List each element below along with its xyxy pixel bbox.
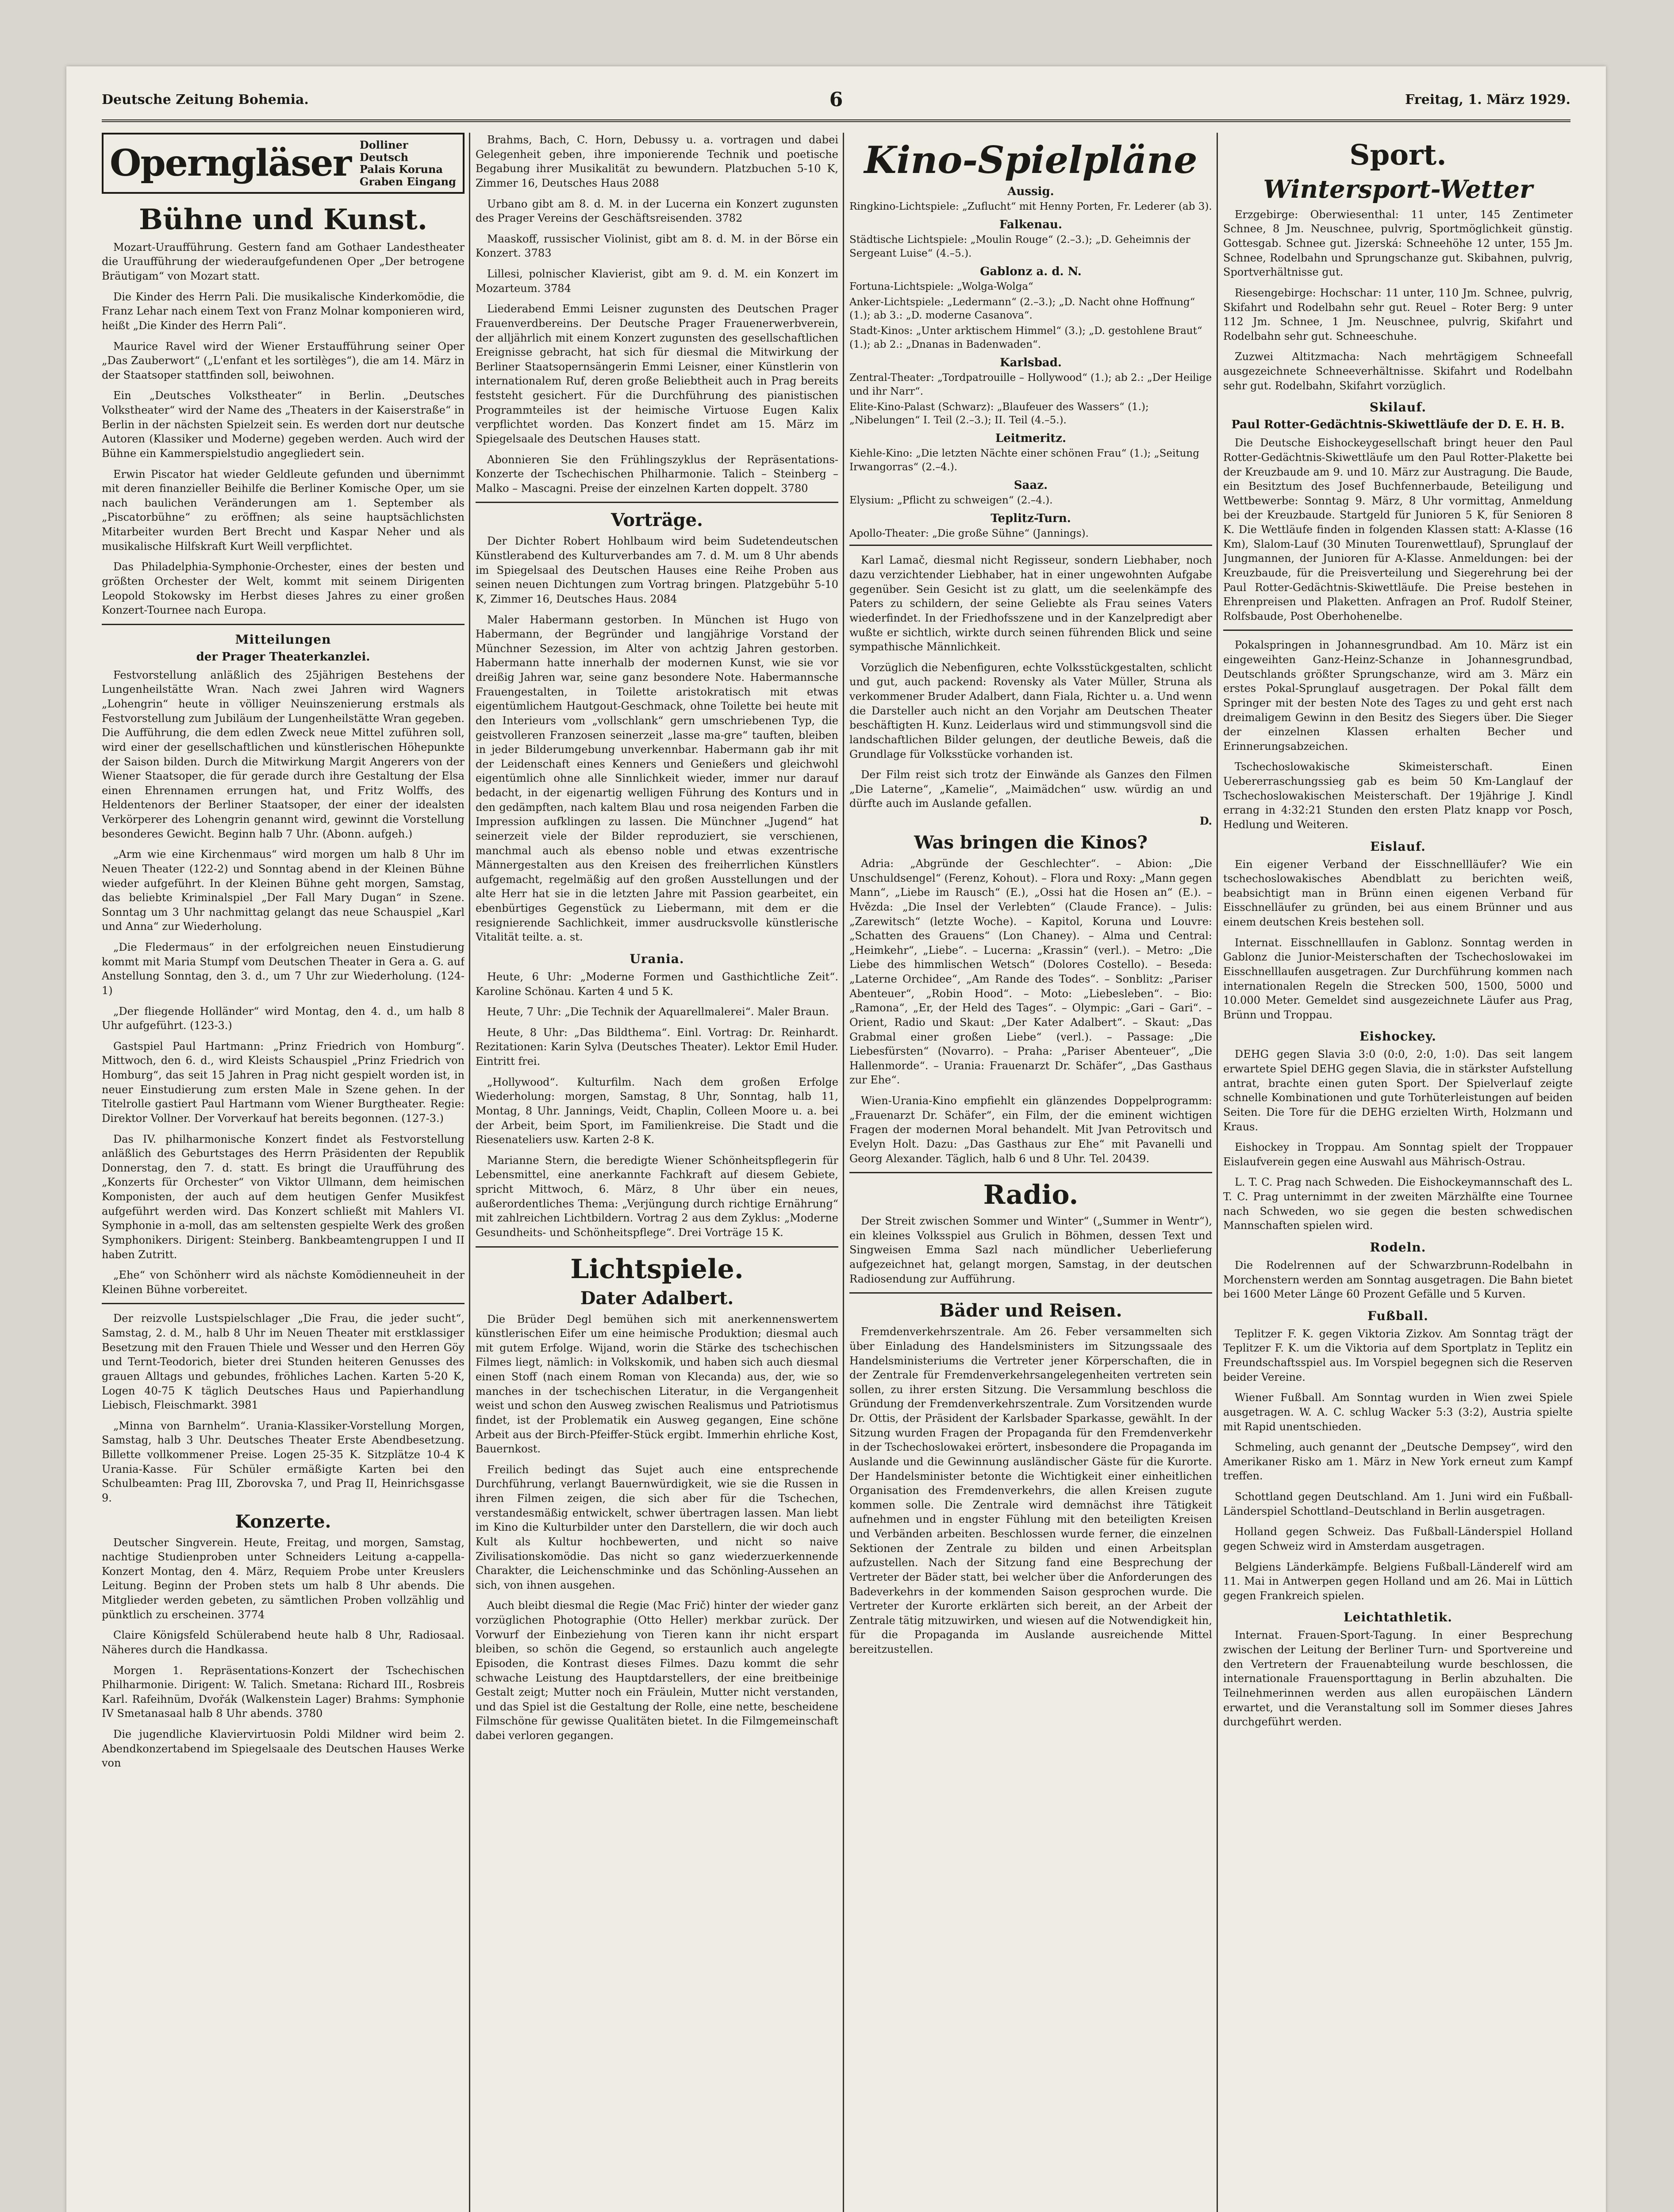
article: Marianne Stern, die beredigte Wiener Schönheitspflegerin für Lebensmittel, eine anerkannte Fachkraft auf diesem Gebiete, spricht Mittwoch, 6. März, 8 Uhr über ein neues, außerordentliches Thema: „Verjüngung durch richtige Ernährung“ mit zahlreichen Lichtbildern. Vortrag 2 aus dem Zyklus: „Moderne Gesundheits- und Schönheitspflege“. Drei Vorträge 15 K. [476, 1154, 838, 1239]
article: Wiener Fußball. Am Sonntag wurden in Wien zwei Spiele ausgetragen. W. A. C. schlug Wacker 5:3 (3:2), Austria spielte mit Rapid unentschieden. [1223, 1391, 1573, 1433]
article: „Minna von Barnhelm“. Urania-Klassiker-Vorstellung Morgen, Samstag, halb 3 Uhr. Deutsches Theater Erste Abendbesetzung. Billette vollkommener Preise. Logen 25-35 K. Sitzplätze 10-4 K Urania-Kasse. Für Schüler ermäßigte Karten bei den Schulbeamten: Prag III, Zborovska 7, und Prag II, Heinrichsgasse 9. [102, 1419, 465, 1504]
divider [476, 502, 838, 503]
advert-line: Dolliner Deutsch [359, 138, 409, 164]
column-rule [469, 133, 470, 2212]
article: Eishockey in Troppau. Am Sonntag spielt der Troppauer Eislaufverein gegen eine Auswahl aus Mährisch-Ostrau. [1223, 1141, 1573, 1168]
article: Erwin Piscator hat wieder Geldleute gefunden und übernimmt mit deren finanzieller Beihilfe die Berliner Komische Oper, um sie nach baulichen Veränderungen am 1. September als „Piscatorbühne“ zu eröffnen; als seine hauptsächlichsten Mitarbeiter wurden Bert Brecht und Kaspar Neher und als musikalische Hilfskraft Kurt Weill verpflichtet. [102, 468, 465, 553]
header-date: Freitag, 1. März 1929. [1405, 92, 1570, 108]
listing-line: Fortuna-Lichtspiele: „Wolga-Wolga“ [849, 280, 1033, 292]
subheading-eishockey: Eishockey. [1359, 1029, 1436, 1044]
article: Adria: „Abgründe der Geschlechter“. – Abion: „Die Unschuldsengel“ (Ferenz, Kohout). – Flora und Roxy: „Mann gegen Mann“, „Liebe im Rausch“ (E.), „Ossi hat die Hosen an“ (E.). – Hvězda: „Die Insel der Verlebten“ (Claude France). – Julis: „Zarewitsch“ (letzte Woche). – Kapitol, Koruna und Louvre: „Schatten des Grauens“ (Lon Chaney). – Alma und Central: „Heimkehr“, „Liebe“. – Lucerna: „Krassin“ (verl.). – Metro: „Die Liebe des himmlischen Wetsch“ (Dolores Costello). – Beseda: „Laterne Orchidee“, „Am Rande des Todes“. – Sonblitz: „Pariser Abenteuer“, „Robin Hood“. – Moto: „Liebesleben“. – Bio: „Ramona“, „Er, der Held des Tages“. – Olympic: „Gari – Gari“. – Orient, Radio und Skaut: „Der Kater Adalbert“. – Skaut: „Das Grabmal einer großen Liebe“ (verl.). – Passage: „Die Liebesfürsten“ (Novarro). – Praha: „Pariser Abenteuer“, „Die Hallenmorde“. – Urania: Frauenarzt Dr. Schäfer“, „Das Gasthaus zur Ehe“. [849, 857, 1212, 1087]
subheading: der Prager Theaterkanzlei. [196, 650, 370, 664]
listing-city: Saaz. [1014, 478, 1048, 492]
divider [1223, 630, 1573, 631]
section-title-kino: Kino-Spielpläne [864, 138, 1198, 182]
article: Maler Habermann gestorben. In München ist Hugo von Habermann, der Begründer und langjährige Vorstand der Münchner Sezession, im Alter von achtzig Jahren gestorben. Habermann hatte innerhalb der modernen Kunst, wie sie vor dreißig Jahren war, seine ganz besondere Note. Habermannsche Frauengestalten, in Toilette aristokratisch mit etwas eigentümlichem Hautgout-Geschmack, ohne Toilette bei heute mit den Interieurs vom „vollschlank“ gern umschriebenen Typ, die geistvolleren Franzosen seinerzeit „lasse ma-gre“ tauften, bleiben in jeder Bilderumgebung unverkennbar. Habermann gab ihr mit der Leidenschaft eines Kenners und Genießers und gleichwohl eigentümlich ohne alle Sinnlichkeit wieder, immer nur darauf bedacht, in der eigenartig welligen Führung des Konturs und in den gedämpften, nach kaltem Blau und rosa neigenden Farben die Impression aufklingen zu lassen. Die Münchner „Jugend“ hat seinerzeit viele der Bilder reproduziert, sie verschienen, manchmal auch als ebenso noble und etwas exzentrische Männergestalten aus den Kreisen des freiherrlichen Künstlers aufgemacht, regelmäßig auf den großen Ausstellungen und der alte Herr hat sie in die letzten Jahre mit Passion gearbeitet, ein ebenbürtiges Gegenstück zu Liebermann, mit dem er die resignierende Sachlichkeit, immer ausdrucksvolle künstlerische Vitalität teilte. a. st. [476, 613, 838, 944]
listing-city: Gablonz a. d. N. [980, 265, 1082, 278]
article: Morgen 1. Repräsentations-Konzert der Tschechischen Philharmonie. Dirigent: W. Talich. Smetana: Richard III., Rosbreis Karl. Rafeihnüm, Dvořák (Walkenstein Lager) Brahms: Symphonie IV Smetanasaal halb 8 Uhr abends. 3780 [102, 1664, 465, 1720]
article: „Ehe“ von Schönherr wird als nächste Komödienneuheit in der Kleinen Bühne vorbereitet. [102, 1269, 465, 1296]
subheading-fussball: Fußball. [1367, 1308, 1428, 1323]
advert-line: Graben Eingang [359, 175, 456, 188]
article: Schottland gegen Deutschland. Am 1. Juni wird ein Fußball-Länderspiel Schottland–Deutschland in Berlin ausgetragen. [1223, 1490, 1573, 1517]
article: Maurice Ravel wird der Wiener Erstaufführung seiner Oper „Das Zauberwort“ („L'enfant et les sortilèges“), die am 14. März in der Staatsoper stattfinden soll, beiwohnen. [102, 340, 465, 381]
section-title-sport: Sport. [1349, 138, 1447, 172]
article: Tschechoslowakische Skimeisterschaft. Einen Uebererraschungssieg gab es beim 50 Km-Langlauf der Tschechoslowakischen Meisterschaft. Der 19jährige J. Kindl errang in 4:32:21 Stunden den ersten Platz knapp vor Posch, Hedlung und Weiteren. [1223, 760, 1573, 831]
divider [849, 1172, 1212, 1173]
article: Fremdenverkehrszentrale. Am 26. Feber versammelten sich über Einladung des Handelsministers im Sitzungssaale des Handelsministeriums die Vertreter jener Körperschaften, die in der Zentrale für Fremdenverkehrsangelegenheiten vertreten sein sollen, zu ihrer ersten Sitzung. Die Versammlung beschloss die Gründung der Fremdenverkehrszentrale. Zum Vorsitzenden wurde Dr. Ottis, der Präsident der Karlsbader Sparkasse, gewählt. In der Sitzung wurden Fragen der Propaganda für den Fremdenverkehr in der Tschechoslowakei erörtert, insbesondere die Propaganda im Auslande und die Gewinnung ausländischer Gäste für die Kurorte. Der Handelsminister betonte die Wichtigkeit einer einheitlichen Organisation des Fremdenverkehrs, die allen Kreisen zugute kommen solle. Die Zentrale wird demnächst ihre Tätigkeit aufnehmen und in engster Fühlung mit den beteiligten Kreisen und Verbänden arbeiten. Beschlossen wurde ferner, die einzelnen Sektionen der Zentrale zu bilden und einen Arbeitsplan aufzustellen. Nach der Sitzung fand eine Besprechung der Vertreter der Bäder statt, bei welcher über die Anforderungen des Badeverkehrs in der kommenden Saison gesprochen wurde. Die Vertreter der Kurorte erklärten sich bereit, an der Arbeit der Zentrale tätig mitzuwirken, und wiesen auf die Notwendigkeit hin, für die Propaganda im Auslande ausreichende Mittel bereitzustellen. [849, 1325, 1212, 1656]
article: Claire Königsfeld Schülerabend heute halb 8 Uhr, Radiosaal. Näheres durch die Handkassa. [102, 1629, 465, 1656]
kino-listings [849, 185, 1212, 540]
article: Belgiens Länderkämpfe. Belgiens Fußball-Länderelf wird am 11. Mai in Antwerpen gegen Holland und am 26. Mai in Lüttich gegen Frankreich spielen. [1223, 1560, 1573, 1602]
article: Ein „Deutsches Volkstheater“ in Berlin. „Deutsches Volkstheater“ wird der Name des „Theaters in der Kaiserstraße“ in Berlin in der nächsten Spielzeit sein. Es werden dort nur deutsche Autoren (Klassiker und Moderne) gegeben werden. Auch wird der Bühne ein Kammerspielstudio angegliedert sein. [102, 389, 465, 460]
article: Urbano gibt am 8. d. M. in der Lucerna ein Konzert zugunsten des Prager Vereins der Geschäftsreisenden. 3782 [476, 197, 838, 225]
article: Erzgebirge: Oberwiesenthal: 11 unter, 145 Zentimeter Schnee, 8 Jm. Neuschnee, pulvrig, Sportmöglichkeit günstig. Gottesgab. Schnee gut. Jizerská: Schneehöhe 12 unter, 155 Jm. Schnee, Rodelbahn und Sprungschanze gut. Skibahnen, pulvrig, Sportverhältnisse gut. [1223, 208, 1573, 279]
article: Brahms, Bach, C. Horn, Debussy u. a. vortragen und dabei Gelegenheit geben, ihre imponierende Technik und poetische Begabung ihrer Musikalität zu bewundern. Platzbuchen 5-10 K, Zimmer 16, Deutsches Haus 2088 [476, 134, 838, 189]
advert-address [360, 139, 457, 188]
article: „Der fliegende Holländer“ wird Montag, den 4. d., um halb 8 Uhr aufgeführt. (123-3.) [102, 1005, 465, 1032]
article: Die Brüder Degl bemühen sich mit anerkennenswertem künstlerischen Eifer um eine heimische Produktion; diesmal auch mit gutem Erfolge. Wijand, worin die Stärke des tschechischen Filmes liegt, nämlich: in Volkskomik, und haben sich auch diesmal einen Stoff (nach einem Roman von Klecanda) aus, der, wie so manches in der tschechischen Literatur, in die Vergangenheit weist und schon den Ausweg zwischen Realismus und Patriotismus findet, ist der Problematik ein Ausweg gegangen, Eine schöne Arbeit aus der Birch-Pfeiffer-Stück ergibt. Immerhin ehrliche Kost, Bauernkost. [476, 1313, 838, 1455]
article: Zuzwei Altitzmacha: Nach mehrtägigem Schneefall ausgezeichnete Schneeverhältnisse. Skifahrt und Rodelbahn sehr gut. Rodelbahn, Skifahrt vorzüglich. [1223, 350, 1573, 392]
listing-city: Teplitz-Turn. [991, 511, 1071, 525]
subheading-wintersport: Wintersport-Wetter [1263, 175, 1533, 204]
article: Gastspiel Paul Hartmann: „Prinz Friedrich von Homburg“. Mittwoch, den 6. d., wird Kleists Schauspiel „Prinz Friedrich von Homburg“, das seit 15 Jahren in Prag nicht gespielt worden ist, in neuer Einstudierung zum ersten Male in Szene gehen. In der Titelrolle gastiert Paul Hartmann vom Wiener Burgtheater. Regie: Direktor Vollner. Der Vorverkauf hat bereits begonnen. (127-3.) [102, 1040, 465, 1125]
article: Pokalspringen in Johannesgrundbad. Am 10. März ist ein eingeweihten Ganz-Heinz-Schanze in Johannesgrundbad, Deutschlands größter Sprungschanze, wird am 3. März ein erstes Pokal-Sprunglauf ausgetragen. Der Pokal fällt dem Springer mit der besten Note des Tages zu und geht erst nach dreimaligem Gewinn in den Besitz des Siegers über. Die Sieger der einzelnen Klassen erhalten Becher und Erinnerungsabzeichen. [1223, 639, 1573, 753]
section-title-lichtspiele: Lichtspiele. [570, 1253, 744, 1285]
column-rule [843, 133, 844, 2212]
opera-glasses-advert [102, 133, 465, 194]
article: Schmeling, auch genannt der „Deutsche Dempsey“, wird den Amerikaner Risko am 1. März in New York erneut zum Kampf treffen. [1223, 1441, 1573, 1482]
subheading-baeder: Bäder und Reisen. [939, 1300, 1122, 1321]
subheading-skilauf: Skilauf. [1369, 400, 1427, 415]
advert-title: Operngläser [110, 142, 351, 185]
article: Vorzüglich die Nebenfiguren, echte Volksstückgestalten, schlicht und gut, auch packend: Rovensky als Vater Müller, Struna als verkommener Bruder Adalbert, dann Fiala, Richter u. a. Und wenn die Darsteller auch nicht an den Vorjahr am Deutschen Theater beschäftigten H. Kunz. Leiderlaus wird und stimmungsvoll sind die landschaftlichen Bilder gelungen, der deutliche Beweis, daß die Grundlage für Volksstücke vorhanden ist. [849, 661, 1212, 760]
divider [849, 1292, 1212, 1294]
article: Heute, 6 Uhr: „Moderne Formen und Gasthichtliche Zeit“. Karoline Schönau. Karten 4 und 5 K. [476, 970, 838, 998]
article: Riesengebirge: Hochschar: 11 unter, 110 Jm. Schnee, pulvrig, Skifahrt und Rodelbahn sehr gut. Reuel – Roter Berg: 9 unter 112 Jm. Schnee, 1 Jm. Neuschnee, pulvrig, Skifahrt und Rodelbahn sehr gut. Schneeschuhe. [1223, 286, 1573, 342]
column-4 [1223, 133, 1573, 2212]
article: Liederabend Emmi Leisner zugunsten des Deutschen Prager Frauenverdbereins. Der Deutsche Prager Frauenerwerbverein, der alljährlich mit einem Konzert zugunsten des gesellschaftlichen Ereignisse gebracht, hat sich für diesmal die Mitwirkung der Berliner Staatsopernsängerin Emmi Leisner, einer Künstlerin von internationalem Ruf, deren große Beliebtheit auch in Prag bereits feststeht gesichert. Für die Durchführung des pianistischen Programmteiles ist der heimische Virtuose Eugen Kalix verpflichtet worden. Das Konzert findet am 15. März im Spiegelsaale des Deutschen Hauses statt. [476, 303, 838, 445]
article: Heute, 7 Uhr: „Die Technik der Aquarellmalerei“. Maler Braun. [487, 1006, 829, 1018]
subheading-eislauf: Eislauf. [1370, 839, 1426, 854]
article: „Arm wie eine Kirchenmaus“ wird morgen um halb 8 Uhr im Neuen Theater (122-2) und Sonntag abend in der Kleinen Bühne wieder aufgeführt. In der Kleinen Bühne geht morgen, Samstag, das beliebte Kriminalspiel „Der Fall Mary Dugan“ in Szene. Sonntag um 3 Uhr nachmittag gelangt das neue Schauspiel „Karl und Anna“ zur Wiederholung. [102, 848, 465, 933]
listing-line: Zentral-Theater: „Tordpatrouille – Hollywood“ (1.); ab 2.: „Der Heilige und ihr Narr“. [849, 372, 1212, 397]
author-sign: D. [1199, 814, 1212, 828]
article: DEHG gegen Slavia 3:0 (0:0, 2:0, 1:0). Das seit langem erwartete Spiel DEHG gegen Slavia, die in stärkster Aufstellung antrat, brachte einen guten Sport. Der Spielverlauf zeigte schnelle Kombinationen und gute Torhüterleistungen auf beiden Seiten. Die Tore für die DEHG erzielten Wirth, Holzmann und Kraus. [1223, 1048, 1573, 1133]
article: Festvorstellung anläßlich des 25jährigen Bestehens der Lungenheilstätte Wran. Nach zwei Jahren wird Wagners „Lohengrin“ heute in völliger Neuinszenierung erstmals als Festvorstellung zum Jubiläum der Lungenheilstätte Wran gegeben. Die Aufführung, die dem edlen Zweck neue Mittel zuführen soll, wird einer der gesellschaftlichen und künstlerischen Höhepunkte der Saison bilden. Durch die Mitwirkung Margit Angerers von der Wiener Staatsoper, die für gerade durch ihre Gestaltung der Elsa einen Ehrennamen errungen hat, und Fritz Wolffs, des Heldentenors der Berliner Staatsoper, der einer der idealsten Verkörperer des Lohengrin genannt wird, gewinnt die Vorstellung besonderes Gewicht. Beginn halb 7 Uhr. (Abonn. aufgeh.) [102, 668, 465, 840]
listing-line: Städtische Lichtspiele: „Moulin Rouge“ (2.–3.); „D. Geheimnis der Sergeant Luise“ (4.–5.). [849, 234, 1190, 260]
article: Karl Lamač, diesmal nicht Regisseur, sondern Liebhaber, noch dazu verzichtender Liebhaber, hat in einer ungewohnten Aufgabe gegenüber. Sein Gesicht ist zu glatt, um die seelenkämpfe des Paters zu schildern, der seine Geliebte als Frau seines Vaters wiederfindet. In der Friedhofsszene und in der Kanzelpredigt aber wußte er sichtlich, wirkte durch seinen führenden Blick und seine sympathische Männlichkeit. [849, 554, 1212, 653]
subheading-rodeln: Rodeln. [1370, 1240, 1426, 1255]
listing-line: Kiehle-Kino: „Die letzten Nächte einer schönen Frau“ (1.); „Seitung Irwangorras“ (2.–4.). [849, 448, 1199, 473]
article: Die Kinder des Herrn Pali. Die musikalische Kinderkomödie, die Franz Lehar nach einem Text von Franz Molnar komponieren wird, heißt „Die Kinder des Herrn Pali“. [102, 290, 465, 332]
article: Mozart-Uraufführung. Gestern fand am Gothaer Landestheater die Uraufführung der wiederaufgefundenen Oper „Der betrogene Bräutigam“ von Mozart statt. [102, 241, 465, 283]
article: Deutscher Singverein. Heute, Freitag, und morgen, Samstag, nachtige Studienproben unter Schneiders Leitung a-cappella-Konzert Montag, den 4. März, Requiem Probe unter Kreuslers Leitung. Beginn der Proben stets um halb 8 Uhr abends. Die Mitglieder werden gebeten, zu sämtlichen Proben vollzählig und pünktlich zu erscheinen. 3774 [102, 1536, 465, 1621]
subheading-leichtathletik: Leichtathletik. [1343, 1610, 1453, 1625]
column-3 [849, 133, 1212, 2212]
article: Maaskoff, russischer Violinist, gibt am 8. d. M. in der Börse ein Konzert. 3783 [476, 232, 838, 260]
subheading-film-title: Dater Adalbert. [580, 1287, 734, 1309]
divider [476, 1246, 838, 1248]
article: Teplitzer F. K. gegen Viktoria Zizkov. Am Sonntag trägt der Teplitzer F. K. um die Viktoria auf dem Sportplatz in Teplitz ein Freundschaftsspiel aus. Im Vorspiel begegnen sich die Reserven beider Vereine. [1223, 1327, 1573, 1383]
subheading-konzerte: Konzerte. [235, 1511, 331, 1532]
article: Wien-Urania-Kino empfiehlt ein glänzendes Doppelprogramm: „Frauenarzt Dr. Schäfer“, ein Film, der die eminent wichtigen Fragen der modernen Moral behandelt. Mit Jvan Petrovitsch und Evelyn Holt. Dazu: „Das Gasthaus zur Ehe“ mit Pavanelli und Georg Alexander. Täglich, halb 6 und 8 Uhr. Tel. 20439. [849, 1094, 1212, 1165]
article: Das IV. philharmonische Konzert findet als Festvorstellung anläßlich des Geburtstages des Herrn Präsidenten der Republik Donnerstag, den 7. d. statt. Es bringt die Uraufführung des „Konzerts für Orchester“ von Viktor Ullmann, dem heimischen Komponisten, der auch auf dem heutigen Genfer Musikfest aufgeführt werden wird. Das Konzert schließt mit Mahlers VI. Symphonie in a-moll, das am seltensten gespielte Werk des großen Symphonikers. Dirigent: Steinberg. Bankbeamtengruppen I und II haben Zutritt. [102, 1133, 465, 1261]
column-2 [476, 133, 838, 2212]
listing-line: Elysium: „Pflicht zu schweigen“ (2.–4.). [849, 494, 1053, 506]
listing-line: Elite-Kino-Palast (Schwarz): „Blaufeuer des Wassers“ (1.); „Nibelungen“ I. Teil (2.–3.); II. Teil (4.–5.). [849, 401, 1149, 426]
article: Freilich bedingt das Sujet auch eine entsprechende Durchführung, verlangt Bauernwürdigkeit, wie sie die Russen in ihren Filmen zeigen, die sich aber für die Tschechen, verstandesmäßig entwickelt, schwer übertragen lassen. Man liebt im Kino die Kulturbilder unter den Darstellern, die wir doch auch Kult als Kultur hochbewerten, und nicht so naive Zivilisationskomödie. Das nicht so ganz wiederzuerkennende Charakter, die Leichenschminke und das Schönling-Aussehen an sich, von ihnen ausgehen. [476, 1463, 838, 1591]
article: Die Rodelrennen auf der Schwarzbrunn-Rodelbahn in Morchenstern werden am Sonntag ausgetragen. Die Bahn bietet bei 1600 Meter Länge 60 Prozent Gefälle und 5 Kurven. [1223, 1259, 1573, 1301]
divider [102, 1303, 465, 1304]
column-1 [102, 133, 465, 2212]
article: Der reizvolle Lustspielschlager „Die Frau, die jeder sucht“, Samstag, 2. d. M., halb 8 Uhr im Neuen Theater mit erstklassiger Besetzung mit den Frauen Thiele und Wesser und den Herren Göy und Ternt-Teodorich, bieter drei Stunden heiteren Genusses des grauen Alltags und gebundes, fröhliches Lachen. Karten 5-20 K, Logen 40-75 K täglich Deutsches Haus und Papierhandlung Liebisch, Fleischmarkt. 3981 [102, 1312, 465, 1412]
article: Ein eigener Verband der Eisschnellläufer? Wie ein tschechoslowakisches Abendblatt zu berichten weiß, beabsichtigt man in Brünn einen eigenen Verband für Eisschnelläufer zu gründen, bei aus einem Brünner und aus einem deutschen Kreis bestehen soll. [1223, 858, 1573, 929]
listing-city: Karlsbad. [1000, 356, 1062, 369]
section-title-radio: Radio. [983, 1179, 1079, 1211]
article: Auch bleibt diesmal die Regie (Mac Frič) hinter der wieder ganz vorzüglichen Photographie (Otto Heller) merkbar zurück. Der Vorwurf der Einbeziehung von Tieren kann ihr nicht erspart bleiben, so schön die Gegend, so erstaunlich auch angelegte Episoden, die Kontrast dieses Filmes. Dazu kommt die sehr schwache Leistung des Hauptdarstellers, der eine breitbeinige Gestalt zeigt; Mutter noch ein Fräulein, Mutter nicht verstanden, und das Spiel ist die Gestaltung der Rolle, eine nette, bescheidene Filmschöne für gewisse Qualitäten bietet. In die Filmgemeinschaft dabei verloren gegangen. [476, 1599, 838, 1742]
article: Der Streit zwischen Sommer und Winter“ („Summer in Wentr“), ein kleines Volksspiel aus Grulich in Böhmen, dessen Text und Singweisen Emma Sazl nach mündlicher Ueberlieferung aufgezeichnet hat, gelangt morgen, Samstag, in der deutschen Radiosendung zur Aufführung. [849, 1215, 1212, 1285]
article: „Die Fledermaus“ in der erfolgreichen neuen Einstudierung kommt mit Maria Stumpf vom Deutschen Theater in Gera a. G. auf Anstellung Sonntag, den 3. d., um 7 Uhr zur Wiederholung. (124-1) [102, 941, 465, 997]
divider [849, 545, 1212, 546]
listing-line: Apollo-Theater: „Die große Sühne“ (Jannings). [849, 527, 1089, 539]
article: Lillesi, polnischer Klavierist, gibt am 9. d. M. ein Konzert im Mozarteum. 3784 [476, 268, 838, 295]
article: Internat. Eisschnelllaufen in Gablonz. Sonntag werden in Gablonz die Junior-Meisterschaften der Tschechoslowakei im Eisschnelllaufen ausgetragen. Zur Durchführung kommen nach internationalen Regeln die Strecken 500, 1500, 5000 und 10.000 Meter. Gemeldet sind ausgezeichnete Läufer aus Prag, Brünn und Troppau. [1223, 936, 1573, 1021]
article: Der Dichter Robert Hohlbaum wird beim Sudetendeutschen Künstlerabend des Kulturverbandes am 7. d. M. um 8 Uhr abends im Spiegelsaal des Deutschen Hauses eine Reihe Proben aus seinen neuen Dichtungen zum Vortrag bringen. Platzgebühr 5-10 K, Zimmer 16, Deutsches Haus. 2084 [476, 535, 838, 605]
article: L. T. C. Prag nach Schweden. Die Eishockeymannschaft des L. T. C. Prag unternimmt in der zweiten Märzhälfte eine Tournee nach Schweden, wo sie gegen die besten schwedischen Mannschaften spielen wird. [1223, 1176, 1573, 1232]
article: Abonnieren Sie den Frühlingszyklus der Repräsentations-Konzerte der Tschechischen Philharmonie. Talich – Steinberg – Malko – Mascagni. Preise der einzelnen Karten doppelt. 3780 [476, 453, 838, 495]
article: Die Deutsche Eishockeygesellschaft bringt heuer den Paul Rotter-Gedächtnis-Skiwettläufe um den Paul Rotter-Plakette bei der Kreuzbaude am 9. und 10. März zur Austragung. Die Baude, ein Besitztum des Josef Buchfennerbaude, Beteiligung und Wettbewerbe: Sonntag 9. März, 8 Uhr vormittag, Anmeldung bei der Kreuzbaude. Startgeld für Junioren 5 K, für Senioren 8 K. Die Wettläufe finden in folgenden Klassen statt: A-Klasse (16 Km), Slalom-Lauf (30 Minuten Tourenwettlauf), Sprunglauf der Jungmannen, der Junioren für A-Klasse. Anmeldungen: bei der Kreuzbaude, für die Preisverteilung und Siegerehrung bei der Paul Rotter-Gedächtnis-Skiwettläufe. Die Preise bestehen in Ehrenpreisen und Plaketten. Anfragen an Prof. Rudolf Steiner, Rolfsbaude, Post Oberhohenelbe. [1223, 437, 1573, 622]
header-masthead: Deutsche Zeitung Bohemia. [102, 92, 309, 108]
article: Holland gegen Schweiz. Das Fußball-Länderspiel Holland gegen Schweiz wird in Amsterdam ausgetragen. [1223, 1525, 1573, 1552]
advert-line: Palais Koruna [359, 163, 443, 176]
subheading-urania: Urania. [630, 951, 684, 966]
divider [102, 624, 465, 625]
article: Die jugendliche Klaviervirtuosin Poldi Mildner wird beim 2. Abendkonzertabend im Spiegelsaale des Deutschen Hauses Werke von [102, 1728, 465, 1770]
listing-line: Anker-Lichtspiele: „Ledermann“ (2.–3.); „D. Nacht ohne Hoffnung“ (1.); ab 3.: „D. moderne Casanova“. [849, 296, 1195, 322]
header-page-number: 6 [829, 88, 843, 111]
article: Der Film reist sich trotz der Einwände als Ganzes den Filmen „Die Laterne“, „Kamelie“, „Maimädchen“ usw. würdig an und dürfte auch im Auslande gefallen. [849, 768, 1212, 810]
subheading-vortraege: Vorträge. [611, 510, 703, 531]
subheading: Paul Rotter-Gedächtnis-Skiwettläufe der D. E. H. B. [1231, 418, 1565, 432]
listing-city: Leitmeritz. [995, 432, 1067, 445]
page-header [102, 88, 1570, 122]
listing-line: Stadt-Kinos: „Unter arktischem Himmel“ (3.); „D. gestohlene Braut“ (1.); ab 2.: „Dnanas in Badenwaden“. [849, 325, 1202, 351]
listing-line: Ringkino-Lichtspiele: „Zuflucht“ mit Henny Porten, Fr. Lederer (ab 3). [849, 201, 1212, 213]
column-rule [1217, 133, 1218, 2212]
subheading-kinos: Was bringen die Kinos? [914, 832, 1148, 853]
listing-city: Falkenau. [999, 218, 1063, 232]
section-title-buehne: Bühne und Kunst. [139, 203, 427, 237]
newspaper-page [66, 66, 1606, 2212]
article: Internat. Frauen-Sport-Tagung. In einer Besprechung zwischen der Leitung der Berliner Turn- und Sportvereine und den Vertretern der Frauenabteilung wurde beschlossen, die internationale Frauensporttagung in Berlin abzuhalten. Die Teilnehmerinnen werden aus allen europäischen Ländern erwartet, und die Veranstaltung soll im Sommer dieses Jahres durchgeführt werden. [1223, 1629, 1573, 1728]
article: „Hollywood“. Kulturfilm. Nach dem großen Erfolge Wiederholung: morgen, Samstag, 8 Uhr, Sonntag, halb 11, Montag, 8 Uhr. Jannings, Veidt, Chaplin, Colleen Moore u. a. bei der Arbeit, beim Sport, im Familienkreise. Die Stadt und die Riesenateliers usw. Karten 2-8 K. [476, 1075, 838, 1146]
article: Heute, 8 Uhr: „Das Bildthema“. Einl. Vortrag: Dr. Reinhardt. Rezitationen: Karin Sylva (Deutsches Theater). Lektor Emil Huder. Eintritt frei. [476, 1026, 838, 1068]
subheading: Mitteilungen [235, 632, 331, 647]
article: Das Philadelphia-Symphonie-Orchester, eines der besten und größten Orchester der Welt, kommt mit seinem Dirigenten Leopold Stokowsky im Herbst dieses Jahres zu einer großen Konzert-Tournee nach Europa. [102, 561, 465, 617]
listing-city: Aussig. [1007, 185, 1054, 199]
